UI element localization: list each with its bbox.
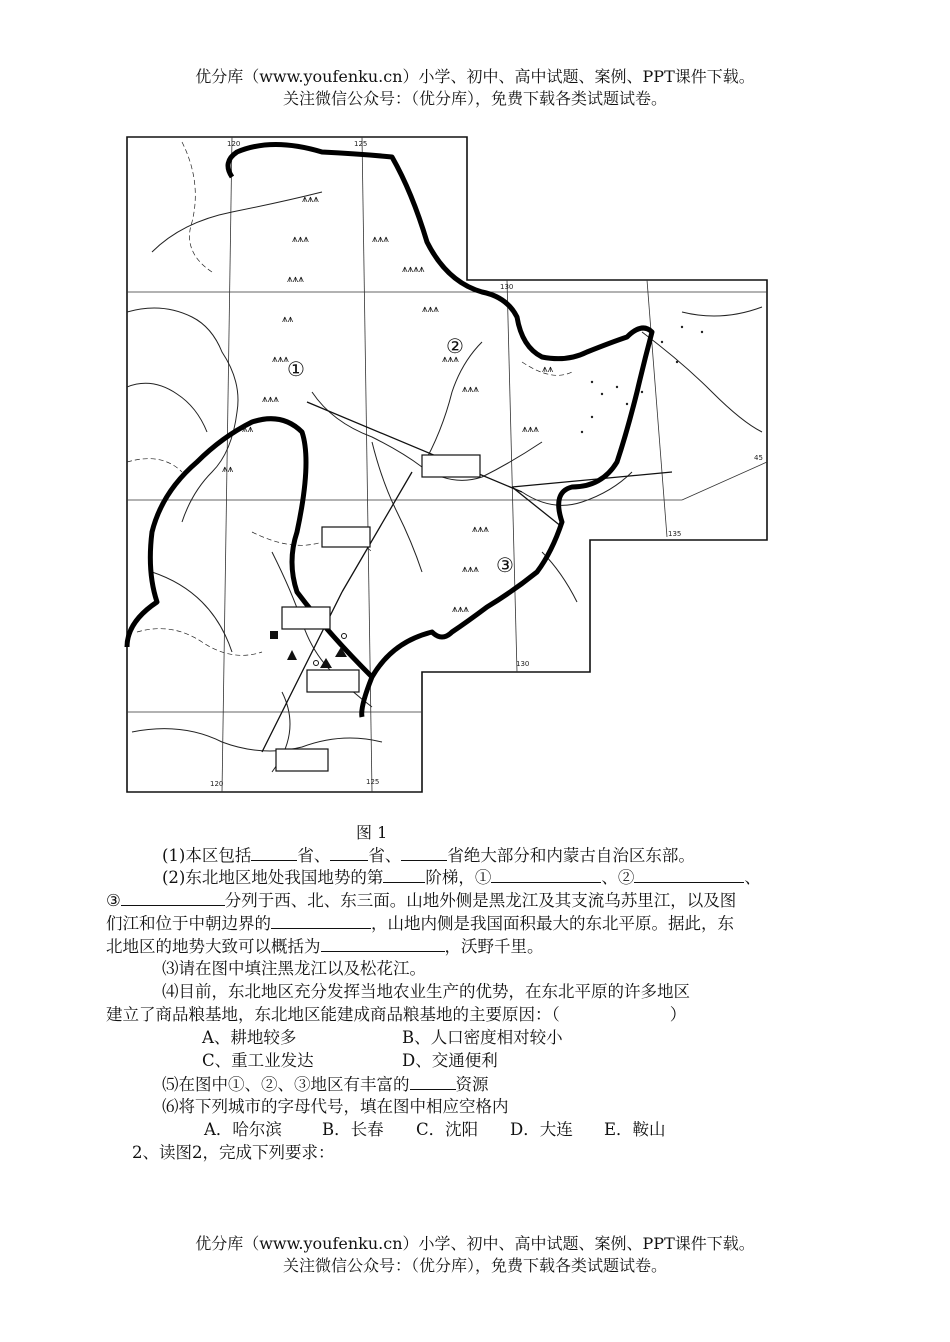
svg-text:⩚⩚⩚: ⩚⩚⩚: [292, 234, 309, 245]
svg-text:⩚⩚⩚: ⩚⩚⩚: [372, 234, 389, 245]
map-marker-1: ①: [287, 357, 305, 381]
question-6-cities: [204, 1119, 666, 1141]
answer-blank[interactable]: [321, 935, 445, 952]
question-2-intro: 2、读图2，完成下列要求：: [132, 1143, 335, 1162]
lon-tick: 125: [354, 140, 368, 148]
svg-text:⩚⩚: ⩚⩚: [222, 464, 234, 475]
svg-text:⩚⩚⩚: ⩚⩚⩚: [522, 424, 539, 435]
option-c[interactable]: C、重工业发达: [202, 1051, 314, 1070]
lon-tick: 120: [227, 140, 241, 148]
city-b: B．长春: [322, 1120, 384, 1139]
answer-blank[interactable]: [121, 889, 225, 906]
question-4-options-row-2: [202, 1050, 498, 1072]
svg-text:⩚⩚⩚: ⩚⩚⩚: [462, 384, 479, 395]
question-5: ⑸在图中①、②、③地区有丰富的 资源: [162, 1075, 489, 1094]
lon-tick: 135: [668, 530, 682, 538]
svg-text:⩚⩚⩚: ⩚⩚⩚: [302, 194, 319, 205]
question-1: (1)本区包括 省、 省、 省绝大部分和内蒙古自治区东部。: [162, 846, 695, 865]
question-2-line-4: 北地区的地势大致可以概括为 ，沃野千里。: [106, 937, 544, 956]
city-a: A．哈尔滨: [204, 1120, 282, 1139]
option-b[interactable]: B、人口密度相对较小: [402, 1028, 563, 1047]
lon-tick: 130: [500, 283, 514, 291]
option-d[interactable]: D、交通便利: [402, 1051, 498, 1070]
answer-blank[interactable]: [410, 1073, 456, 1090]
map-marker-3: ③: [496, 553, 514, 577]
lon-tick: 120: [210, 780, 224, 788]
region-boundary: [127, 145, 652, 718]
svg-text:⩚⩚⩚: ⩚⩚⩚: [452, 604, 469, 615]
svg-text:⩚⩚: ⩚⩚: [242, 424, 254, 435]
lon-tick: 130: [516, 660, 530, 668]
answer-blank[interactable]: [251, 844, 297, 861]
question-2-line-2: ③ 分列于西、北、东三面。山地外侧是黑龙江及其支流乌苏里江，以及图: [106, 891, 737, 910]
svg-text:⩚⩚⩚: ⩚⩚⩚: [462, 564, 479, 575]
svg-text:⩚⩚⩚: ⩚⩚⩚: [422, 304, 439, 315]
rivers: [127, 192, 762, 772]
city-d: D．大连: [510, 1120, 573, 1139]
tree-symbols: [222, 194, 554, 615]
question-2-line-3: 们江和位于中朝边界的 ，山地内侧是我国面积最大的东北平原。据此，东: [106, 914, 734, 933]
northeast-china-map: [122, 132, 772, 797]
svg-text:⩚⩚⩚⩚: ⩚⩚⩚⩚: [402, 264, 425, 275]
footer-line-2: 关注微信公众号：（优分库），免费下载各类试题试卷。: [282, 1256, 667, 1275]
city-e: E．鞍山: [604, 1120, 666, 1139]
header-line-2: 关注微信公众号：（优分库），免费下载各类试题试卷。: [282, 89, 667, 108]
city-blank-boxes: [276, 455, 480, 771]
city-c: C．沈阳: [416, 1120, 479, 1139]
figure-caption: 图 1: [356, 823, 388, 842]
answer-blank[interactable]: [330, 844, 368, 861]
svg-text:⩚⩚⩚: ⩚⩚⩚: [287, 274, 304, 285]
question-4-line-2: 建立了商品粮基地，东北地区能建成商品粮基地的主要原因：（ ）: [106, 1005, 687, 1024]
question-4-line-1: ⑷目前，东北地区充分发挥当地农业生产的优势，在东北平原的许多地区: [162, 982, 690, 1001]
question-6: ⑹将下列城市的字母代号，填在图中相应空格内: [162, 1097, 509, 1116]
map-marker-2: ②: [446, 334, 464, 358]
answer-blank[interactable]: [383, 866, 425, 883]
svg-text:⩚⩚: ⩚⩚: [282, 314, 294, 325]
answer-blank[interactable]: [271, 912, 371, 929]
svg-text:⩚⩚⩚: ⩚⩚⩚: [272, 354, 289, 365]
answer-blank[interactable]: [634, 866, 744, 883]
svg-text:⩚⩚⩚: ⩚⩚⩚: [262, 394, 279, 405]
footer-line-1: 优分库（www.youfenku.cn）小学、初中、高中试题、案例、PPT课件下载。: [195, 1234, 755, 1253]
answer-blank[interactable]: [401, 844, 447, 861]
header-line-1: 优分库（www.youfenku.cn）小学、初中、高中试题、案例、PPT课件下载。: [195, 67, 755, 86]
svg-text:⩚⩚⩚: ⩚⩚⩚: [442, 354, 459, 365]
question-4-options-row-1: [202, 1027, 563, 1049]
option-a[interactable]: A、耕地较多: [202, 1028, 297, 1047]
lon-tick: 125: [366, 778, 380, 786]
question-2-line-1: (2)东北地区地处我国地势的第 阶梯，① 、② 、: [162, 868, 761, 887]
question-3: ⑶请在图中填注黑龙江以及松花江。: [162, 959, 426, 978]
svg-text:⩚⩚⩚: ⩚⩚⩚: [472, 524, 489, 535]
answer-blank[interactable]: [491, 866, 601, 883]
lat-tick: 45: [754, 454, 763, 462]
svg-text:⩚⩚: ⩚⩚: [542, 364, 554, 375]
